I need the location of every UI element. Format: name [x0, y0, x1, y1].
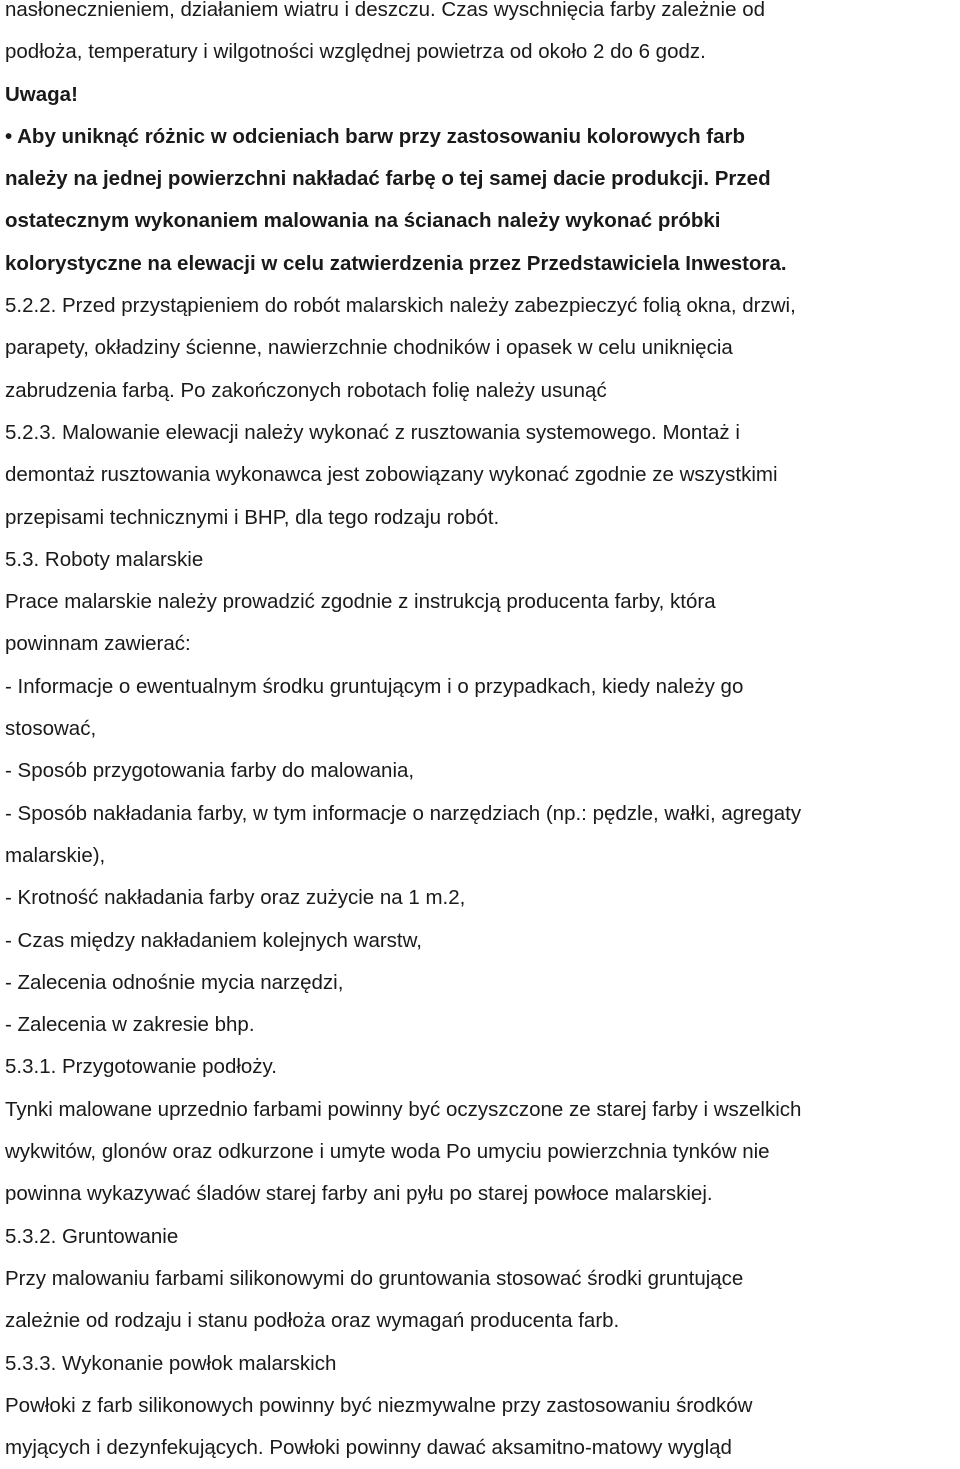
- text-segment: zależnie od rodzaju i stanu podłoża oraz wymagań producenta farb.: [5, 1309, 620, 1333]
- text-line: [5, 1258, 960, 1300]
- text-line: [5, 243, 960, 285]
- text-line: [5, 581, 960, 623]
- text-line: [5, 1300, 960, 1342]
- text-segment: nasłonecznieniem, działaniem wiatru i deszczu. Czas wyschnięcia farby zależnie od: [5, 0, 766, 21]
- text-line: [5, 920, 960, 962]
- document-page: [5, 0, 960, 1469]
- text-segment: - Krotność nakładania farby oraz zużycie na 1 m.2,: [5, 886, 466, 910]
- text-segment: 5.3.1. Przygotowanie podłoży.: [5, 1055, 277, 1079]
- text-line: [5, 158, 960, 200]
- bold-text-segment: • Aby uniknąć różnic w odcieniach barw przy zastosowaniu kolorowych farb: [5, 124, 746, 148]
- text-segment: podłoża, temperatury i wilgotności względnej powietrza od około 2 do 6 godz.: [5, 40, 706, 64]
- text-line: [5, 0, 960, 31]
- text-line: [5, 200, 960, 242]
- text-segment: Prace malarskie należy prowadzić zgodnie z instrukcją producenta farby, która: [5, 590, 716, 614]
- text-line: [5, 370, 960, 412]
- text-segment: Powłoki z farb silikonowych powinny być niezmywalne przy zastosowaniu środków: [5, 1393, 753, 1417]
- text-line: [5, 1343, 960, 1385]
- text-line: [5, 116, 960, 158]
- text-segment: Przy malowaniu farbami silikonowymi do gruntowania stosować środki gruntujące: [5, 1266, 744, 1290]
- text-line: [5, 1004, 960, 1046]
- text-line: [5, 1131, 960, 1173]
- text-line: [5, 877, 960, 919]
- text-line: [5, 1173, 960, 1215]
- text-segment: - Sposób nakładania farby, w tym informacje o narzędziach (np.: pędzle, wałki, agregaty: [5, 801, 802, 825]
- text-line: [5, 412, 960, 454]
- text-segment: wykwitów, glonów oraz odkurzone i umyte woda Po umyciu powierzchnia tynków nie: [5, 1140, 770, 1164]
- text-segment: parapety, okładziny ścienne, nawierzchnie chodników i opasek w celu uniknięcia: [5, 336, 733, 360]
- text-segment: 5.2.2. Przed przystąpieniem do robót malarskich należy zabezpieczyć folią okna, drzwi,: [5, 294, 796, 318]
- text-line: [5, 666, 960, 708]
- text-segment: demontaż rusztowania wykonawca jest zobowiązany wykonać zgodnie ze wszystkimi: [5, 463, 778, 487]
- text-line: [5, 623, 960, 665]
- text-segment: zabrudzenia farbą. Po zakończonych robotach folię należy usunąć: [5, 378, 607, 402]
- text-segment: Tynki malowane uprzednio farbami powinny być oczyszczone ze starej farby i wszelkich: [5, 1097, 802, 1121]
- bold-text-segment: ostatecznym wykonaniem malowania na ścianach należy wykonać próbki: [5, 209, 721, 233]
- text-line: [5, 497, 960, 539]
- text-line: [5, 327, 960, 369]
- text-segment: - Czas między nakładaniem kolejnych warstw,: [5, 928, 422, 952]
- text-segment: - Zalecenia odnośnie mycia narzędzi,: [5, 970, 344, 994]
- text-line: [5, 539, 960, 581]
- bold-text-segment: Uwaga!: [5, 82, 78, 106]
- text-segment: stosować,: [5, 717, 97, 741]
- text-line: [5, 1427, 960, 1469]
- text-line: [5, 454, 960, 496]
- text-segment: - Zalecenia w zakresie bhp.: [5, 1013, 255, 1037]
- text-segment: powinna wykazywać śladów starej farby ani pyłu po starej powłoce malarskiej.: [5, 1182, 713, 1206]
- text-segment: powinnam zawierać:: [5, 632, 191, 656]
- text-segment: 5.3.3. Wykonanie powłok malarskich: [5, 1351, 337, 1375]
- text-line: [5, 1046, 960, 1088]
- text-segment: myjących i dezynfekujących. Powłoki powinny dawać aksamitno-matowy wygląd: [5, 1436, 732, 1460]
- text-line: [5, 750, 960, 792]
- text-line: [5, 285, 960, 327]
- text-segment: - Informacje o ewentualnym środku gruntującym i o przypadkach, kiedy należy go: [5, 674, 744, 698]
- text-segment: 5.2.3. Malowanie elewacji należy wykonać z rusztowania systemowego. Montaż i: [5, 420, 740, 444]
- text-line: [5, 708, 960, 750]
- bold-text-segment: należy na jednej powierzchni nakładać farbę o tej samej dacie produkcji. Przed: [5, 167, 771, 191]
- text-line: [5, 1089, 960, 1131]
- text-segment: przepisami technicznymi i BHP, dla tego rodzaju robót.: [5, 505, 500, 529]
- bold-text-segment: kolorystyczne na elewacji w celu zatwierdzenia przez Przedstawiciela Inwestora.: [5, 251, 787, 275]
- text-line: [5, 1216, 960, 1258]
- text-segment: 5.3.2. Gruntowanie: [5, 1224, 179, 1248]
- text-segment: malarskie),: [5, 843, 106, 867]
- text-line: [5, 793, 960, 835]
- text-line: [5, 1385, 960, 1427]
- text-line: [5, 835, 960, 877]
- text-line: [5, 962, 960, 1004]
- text-segment: 5.3. Roboty malarskie: [5, 547, 204, 571]
- text-line: [5, 74, 960, 116]
- text-line: [5, 31, 960, 73]
- text-segment: - Sposób przygotowania farby do malowania,: [5, 759, 415, 783]
